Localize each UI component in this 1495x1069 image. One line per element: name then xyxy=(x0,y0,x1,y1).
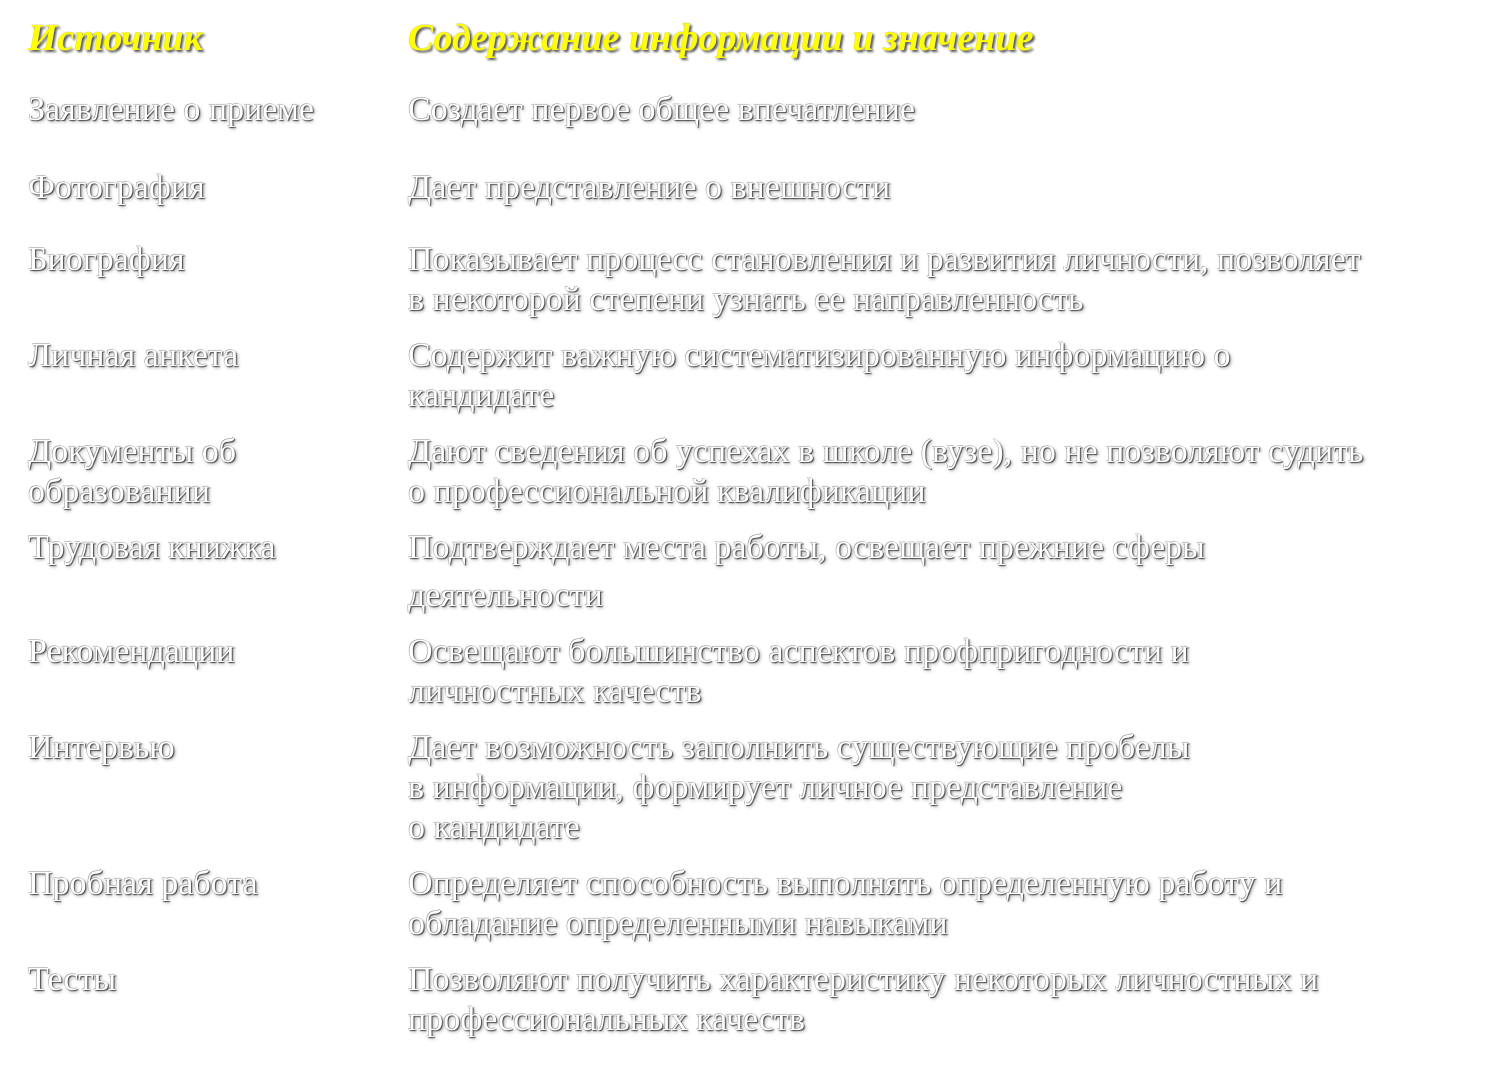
row-content-line: Содержит важную систематизированную информацию о xyxy=(408,337,1231,374)
row-source xyxy=(28,336,398,376)
row-content xyxy=(408,632,1478,712)
row-content-line: о кандидате xyxy=(408,809,580,846)
row-content-line: Определяет способность выполнять определенную работу и xyxy=(408,865,1283,902)
row-content-line: профессиональных качеств xyxy=(408,1001,805,1038)
row-content xyxy=(408,240,1478,320)
row-source-line: Фотография xyxy=(28,169,205,206)
row-content xyxy=(408,528,1478,616)
row-source-line: Интервью xyxy=(28,729,175,766)
row-content xyxy=(408,90,1478,130)
row-source-line: Трудовая книжка xyxy=(28,529,276,566)
header-source: Источник xyxy=(28,17,203,59)
row-content-line: в некоторой степени узнать ее направленность xyxy=(408,281,1084,318)
row-content-line: Подтверждает места работы, освещает прежние сферы xyxy=(408,529,1205,566)
row-source xyxy=(28,632,398,672)
header-content: Содержание информации и значение xyxy=(408,17,1034,59)
row-source xyxy=(28,864,398,904)
row-content-line: Дает возможность заполнить существующие пробелы xyxy=(408,729,1190,766)
row-source-line: Тесты xyxy=(28,961,117,998)
row-source-line: Личная анкета xyxy=(28,337,239,374)
row-content-line: личностных качеств xyxy=(408,673,702,710)
row-content-line: в информации, формирует личное представление xyxy=(408,769,1123,806)
row-source-line: Заявление о приеме xyxy=(28,91,314,128)
row-content xyxy=(408,432,1478,512)
row-content-line: Дает представление о внешности xyxy=(408,169,891,206)
row-source xyxy=(28,90,398,130)
row-content xyxy=(408,336,1478,416)
row-content-line: обладание определенными навыками xyxy=(408,905,948,942)
row-source-line: Пробная работа xyxy=(28,865,258,902)
row-content-line: Показывает процесс становления и развития личности, позволяет xyxy=(408,241,1361,278)
row-source xyxy=(28,960,398,1000)
row-content xyxy=(408,728,1478,848)
row-source xyxy=(28,240,398,280)
row-content xyxy=(408,960,1478,1040)
row-content-line: Создает первое общее впечатление xyxy=(408,91,915,128)
row-content-line: кандидате xyxy=(408,377,555,414)
row-source xyxy=(28,432,398,512)
row-content-line: деятельности xyxy=(408,577,603,614)
row-content xyxy=(408,168,1478,208)
row-source-line: Рекомендации xyxy=(28,633,235,670)
row-source-line: Биография xyxy=(28,241,185,278)
row-source xyxy=(28,728,398,768)
row-content-line: Освещают большинство аспектов профпригодности и xyxy=(408,633,1189,670)
row-content xyxy=(408,864,1478,944)
row-source xyxy=(28,528,398,568)
row-content-line: Позволяют получить характеристику некоторых личностных и xyxy=(408,961,1319,998)
row-content-line: Дают сведения об успехах в школе (вузе), но не позволяют судить xyxy=(408,433,1364,470)
row-source-line: Документы об xyxy=(28,433,237,470)
row-source-line: образовании xyxy=(28,473,210,510)
row-content-line: о профессиональной квалификации xyxy=(408,473,926,510)
row-source xyxy=(28,168,398,208)
